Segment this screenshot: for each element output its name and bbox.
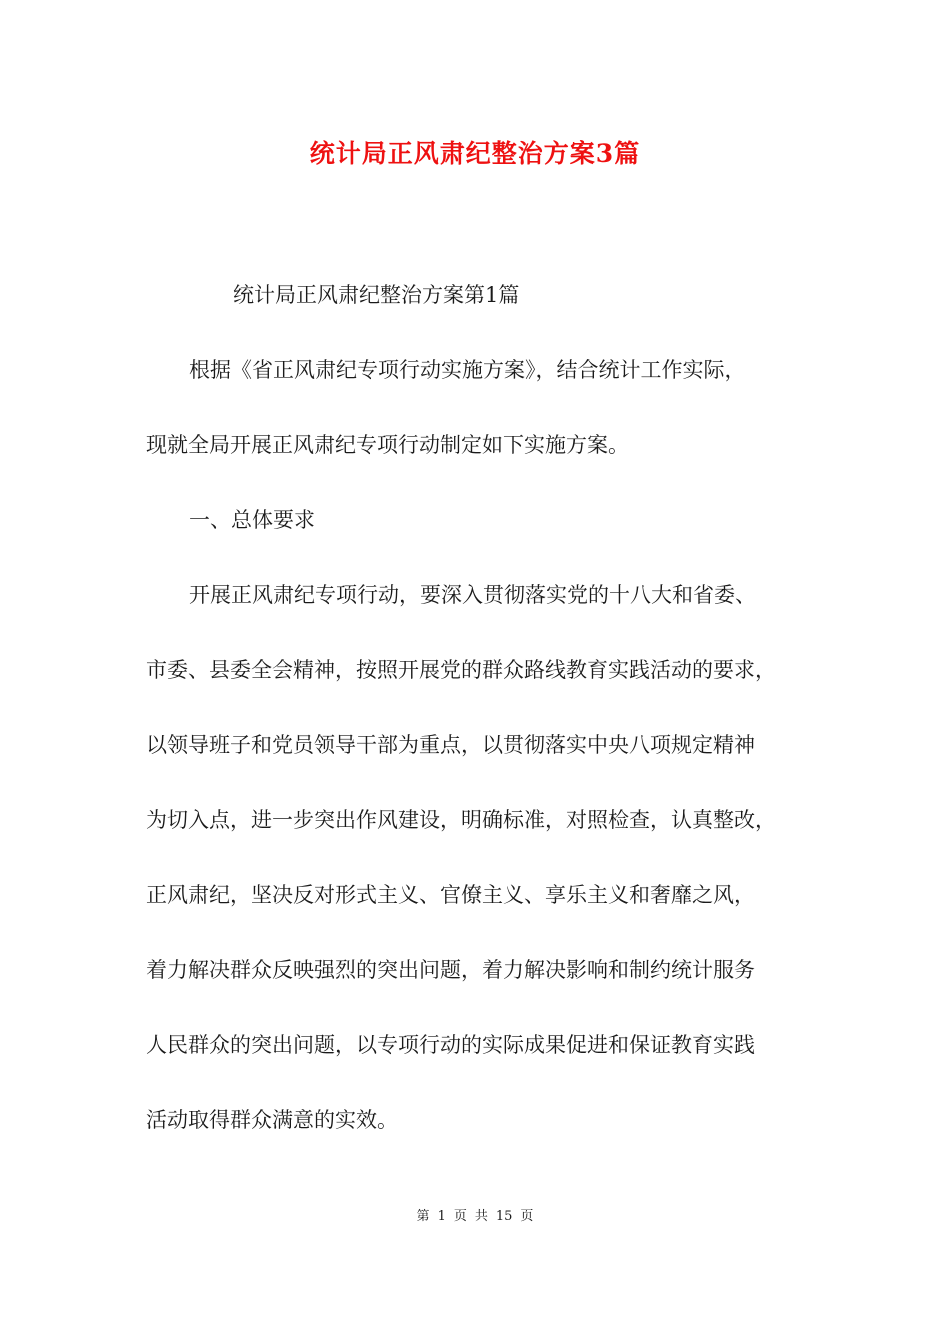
paragraph-line: 以领导班子和党员领导干部为重点，以贯彻落实中央八项规定精神 xyxy=(146,733,755,757)
paragraph-line: 人民群众的突出问题，以专项行动的实际成果促进和保证教育实践 xyxy=(146,1033,755,1057)
document-title: 统计局正风肃纪整治方案3篇 xyxy=(309,139,641,168)
paragraph-line: 现就全局开展正风肃纪专项行动制定如下实施方案。 xyxy=(146,433,629,457)
paragraph-line: 着力解决群众反映强烈的突出问题，着力解决影响和制约统计服务 xyxy=(146,958,755,982)
footer-di: 第 xyxy=(416,1209,430,1224)
footer-gong: 共 xyxy=(474,1209,488,1224)
page-footer xyxy=(0,1208,950,1226)
section-heading-part-1: 统计局正风肃纪整治方案第1篇 xyxy=(233,283,520,307)
paragraph-line: 活动取得群众满意的实效。 xyxy=(146,1108,398,1132)
paragraph-line: 市委、县委全会精神，按照开展党的群众路线教育实践活动的要求， xyxy=(146,658,776,682)
footer-ye: 页 xyxy=(453,1209,467,1224)
paragraph-line: 为切入点，进一步突出作风建设，明确标准，对照检查，认真整改， xyxy=(146,808,776,832)
footer-ye-end: 页 xyxy=(520,1209,534,1224)
footer-total-pages: 15 xyxy=(495,1209,513,1224)
paragraph-line: 根据《省正风肃纪专项行动实施方案》，结合统计工作实际， xyxy=(189,358,746,382)
footer-current-page: 1 xyxy=(437,1209,446,1224)
paragraph-line: 开展正风肃纪专项行动，要深入贯彻落实党的十八大和省委、 xyxy=(189,583,756,607)
section-heading-general-requirements: 一、总体要求 xyxy=(189,508,315,532)
paragraph-line: 正风肃纪，坚决反对形式主义、官僚主义、享乐主义和奢靡之风， xyxy=(146,883,755,907)
